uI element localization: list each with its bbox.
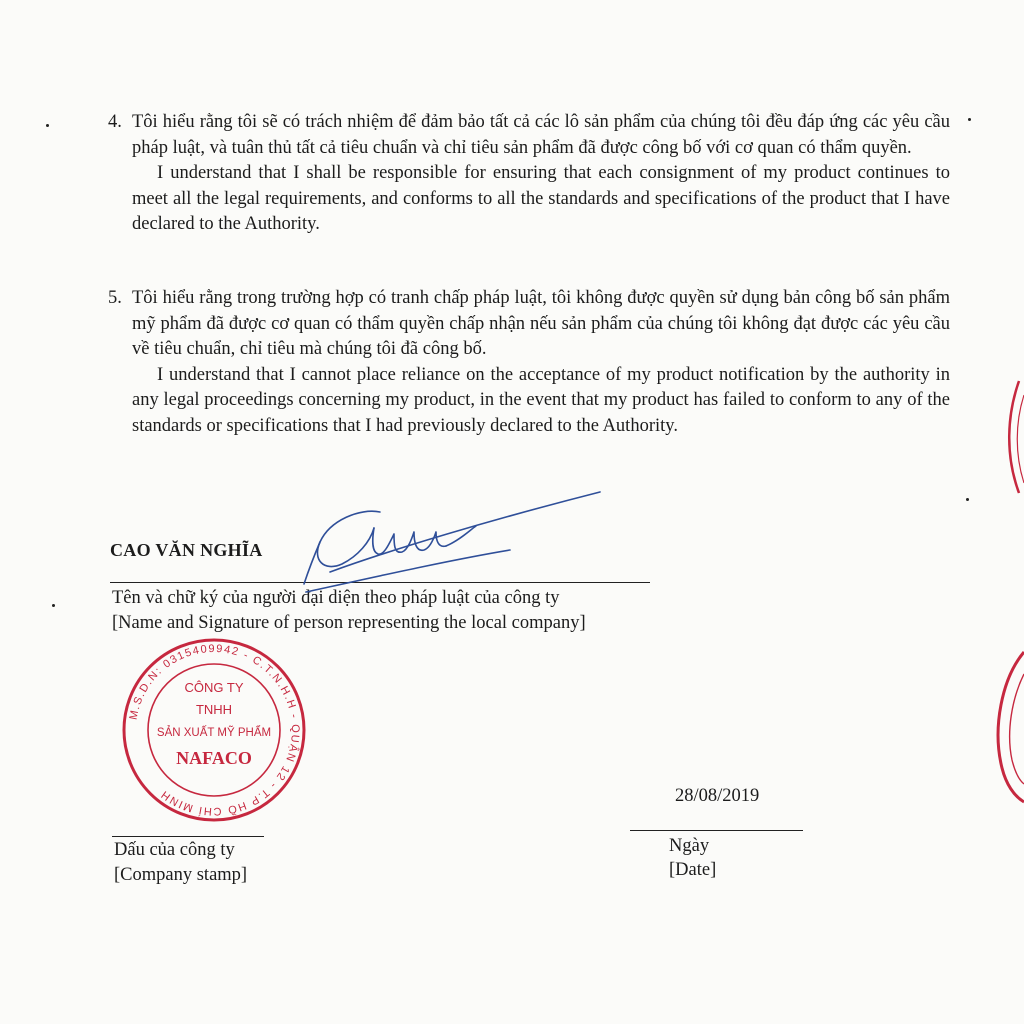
clause-4: [108, 110, 950, 238]
clause-number: 5.: [108, 288, 122, 308]
stamp-line-2: TNHH: [195, 702, 233, 717]
clause-5-vietnamese: Tôi hiểu rằng trong trường hợp có tranh chấp pháp luật, tôi không được quyền sử dụng bản công bố sản phẩm mỹ phẩm đã được cơ quan có thẩm quyền chấp nhận nếu sản phẩm của chúng tôi không đạt được các yêu cầu về tiêu chuẩn, chỉ tiêu mà chúng tôi đã công bố.: [132, 288, 950, 359]
date-caption-vi: Ngày: [669, 836, 710, 856]
clause-4-vietnamese: Tôi hiểu rằng tôi sẽ có trách nhiệm để đảm bảo tất cả các lô sản phẩm của chúng tôi đều đáp ứng các yêu cầu pháp luật, và tuân thủ tất cả tiêu chuẩn và chỉ tiêu sản phẩm đã được công bố với cơ quan có thẩm quyền.: [132, 112, 950, 158]
stamp-line-4: NAFACO: [176, 748, 252, 768]
scan-speck: [46, 124, 49, 127]
stamp-ring-text: M.S.D.N: 0315409942 - C.T.N.H.H - QUẬN 12 - T.P HỒ CHÍ MINH: [127, 642, 302, 818]
company-stamp: [114, 638, 314, 822]
clause-number: 4.: [108, 112, 122, 132]
stamp-caption-en: [Company stamp]: [114, 865, 248, 885]
clause-4-english: I understand that I shall be responsible for ensuring that each consignment of my product continues to meet all the legal requirements, and conforms to all the standards and specifications of the product that I have declared to the Authority.: [132, 163, 950, 234]
date-line: [630, 830, 803, 831]
stamp-line-1: CÔNG TY: [184, 680, 244, 695]
stamp-line-3: SẢN XUẤT MỸ PHẨM: [156, 727, 272, 739]
stamp-caption-vi: Dấu của công ty: [114, 840, 235, 860]
edge-stamp-fragment-top: [985, 375, 1024, 500]
date-value: 28/08/2019: [675, 786, 760, 806]
signatory-name: CAO VĂN NGHĨA: [110, 540, 263, 560]
signature-caption-en: [Name and Signature of person representing the local company]: [112, 613, 586, 633]
signature-caption-vi: Tên và chữ ký của người đại diện theo pháp luật của công ty: [112, 588, 560, 608]
scan-speck: [968, 118, 971, 121]
edge-stamp-fragment-bottom: [988, 648, 1024, 806]
stamp-line: [112, 836, 264, 837]
scan-speck: [52, 604, 55, 607]
clause-5-english: I understand that I cannot place reliance on the acceptance of my product notification by the authority in any legal proceedings concerning my product, in the event that my product has failed to conform to any of the standards or specifications that I had previously declared to the Authority.: [132, 364, 950, 436]
scan-speck: [966, 498, 969, 501]
date-caption-en: [Date]: [669, 860, 717, 880]
clause-5: [108, 286, 950, 439]
signature-scribble: [290, 480, 620, 600]
